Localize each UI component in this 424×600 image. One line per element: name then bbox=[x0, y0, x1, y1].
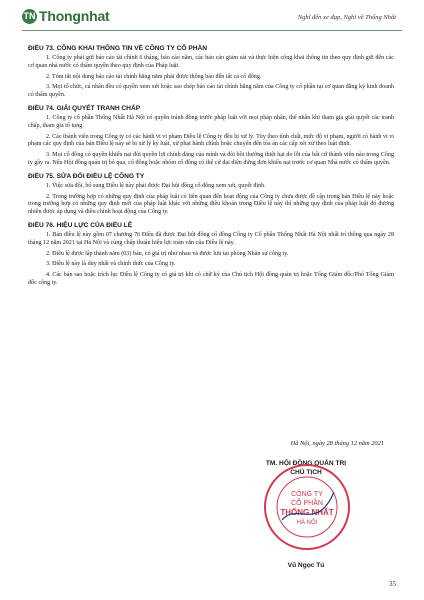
seal-inner-ring bbox=[277, 477, 337, 537]
article-74-para-1: 1. Công ty cổ phần Thống Nhất Hà Nội có quyền tránh đồng trước pháp luật với mọi pháp nhân, thể nhân khi tham gia giải quyết các tranh chấp, tham gia tố tụng. bbox=[28, 114, 394, 129]
article-73-para-1: 1. Công ty phải gửi báo cáo tài chính 6 tháng, báo cáo năm, các báo cáo giám sát và thực hiện công khai thông tin theo quy định gửi đến các cơ quan nhà nước có thẩm quyền theo quy định của Pháp luật. bbox=[28, 55, 394, 69]
header-divider bbox=[22, 30, 402, 31]
company-seal-stamp bbox=[262, 462, 352, 552]
article-75-para-2: 2. Trong trường hợp có những quy định của pháp luật có liên quan đến hoạt động của Công ty chưa được đề cập trong bản Điều lệ này hoặc trong trường hợp có những quy định mới của pháp luật khác với những điều khoản trong Điều lệ này thì những quy định của pháp luật đó đương nhiên được áp dụng và điều chỉnh hoạt động của Công ty. bbox=[28, 193, 394, 216]
seal-line-2: CỔ PHẦN bbox=[291, 500, 323, 507]
seal-line-4: HÀ NỘI bbox=[296, 520, 318, 526]
article-73-title: ĐIỀU 73. CÔNG KHAI THÔNG TIN VỀ CÔNG TY CỔ PHẦN bbox=[28, 45, 208, 52]
logo-mark-icon: TN bbox=[22, 9, 37, 24]
article-74-para-3: 3. Mọi cổ đông có quyền khiếu nại đòi quyền lợi chính đáng của mình và đòi bồi thường thiệt hại do lỗi của bất cứ thành viên nào trong Công ty gây ra. Nếu Hội đồng quản trị bỏ qua, cổ đông hoặc nhóm cổ đông có thể cử đại diện đứng đơn khiếu nại trước cơ quan Nhà nước có thẩm quyền. bbox=[28, 152, 394, 166]
logo-text: Thongnhat bbox=[39, 8, 110, 24]
seal-line-3: THỐNG NHẤT bbox=[280, 508, 334, 517]
article-74-title: ĐIỀU 74. GIẢI QUYẾT TRANH CHẤP bbox=[28, 104, 141, 112]
signatory-name: Vũ Ngọc Tú bbox=[287, 562, 325, 569]
page-header bbox=[0, 0, 424, 40]
signatory-org: TM. HỘI ĐỒNG QUẢN TRỊ bbox=[265, 460, 347, 467]
seal-line-1: CÔNG TY bbox=[291, 491, 323, 498]
article-75-title: ĐIỀU 75. SỬA ĐỔI ĐIỀU LỆ CÔNG TY bbox=[28, 172, 145, 180]
article-73-para-3: 3. Mọi tổ chức, cá nhân đều có quyền xem xét hoặc sao chép báo cáo tài chính hằng năm của Công ty cổ phần tại cơ quan đăng ký kinh doanh có thẩm quyền. bbox=[28, 84, 394, 99]
document-body bbox=[28, 40, 394, 291]
signing-date: Hà Nội, ngày 28 tháng 12 năm 2021 bbox=[290, 440, 384, 447]
company-logo bbox=[22, 8, 110, 24]
article-76-para-3: 3. Điều lệ này là duy nhất và chính thức của Công ty. bbox=[46, 261, 176, 268]
article-74-para-2: 2. Các thành viên trong Công ty có các hành vi vi phạm Điều lệ Công ty đều bị xử lý. Tùy theo tính chất, mức độ vi phạm, người có hành vi vi phạm các quy định của bản Điều lệ này sẽ bị xử lý kỷ luật, xử phạt hành chính hoặc chuyển đến tòa án các cấp xét xử theo luật định. bbox=[28, 133, 394, 148]
article-76-para-2: 2. Điều lệ được lập thành năm (03) bản, có giá trị như nhau và được lưu tại phòng Nhân sự công ty. bbox=[46, 250, 289, 257]
signatory-role: CHỦ TỊCH bbox=[290, 469, 322, 476]
article-73-para-2: 2. Tóm tắt nội dung báo cáo tài chính hằng năm phải được thông báo đến tất cả cổ đông. bbox=[46, 73, 262, 80]
page-number: 35 bbox=[389, 580, 396, 588]
seal-outer-ring bbox=[265, 465, 349, 549]
header-slogan: Nghĩ đến xe đạp, Nghĩ về Thống Nhất bbox=[297, 14, 396, 21]
article-76-para-1: 1. Bản điều lệ này gồm 07 chương 76 Điều đã được Đại hội đồng cổ đông Công ty Cổ phần Thống Nhất Hà Nội nhất trí thông qua ngày 28 tháng 12 năm 2021 tại Hà Nội và cùng chấp thuận hiệu lực toàn văn của Điều lệ này. bbox=[28, 231, 394, 246]
article-76-title: ĐIỀU 76. HIỆU LỰC CỦA ĐIỀU LỆ bbox=[28, 221, 133, 229]
article-76-para-4: 4. Các bản sao hoặc trích lục Điều lệ Công ty có giá trị khi có chữ ký của Chủ tịch Hội đồng quản trị hoặc Tổng Giám đốc/Phó Tổng Giám đốc công ty. bbox=[28, 272, 394, 286]
article-75-para-1: 1. Việc sửa đổi, bổ sung Điều lệ này phải được Đại hội đồng cổ đông xem xét, quyết định. bbox=[46, 182, 266, 189]
